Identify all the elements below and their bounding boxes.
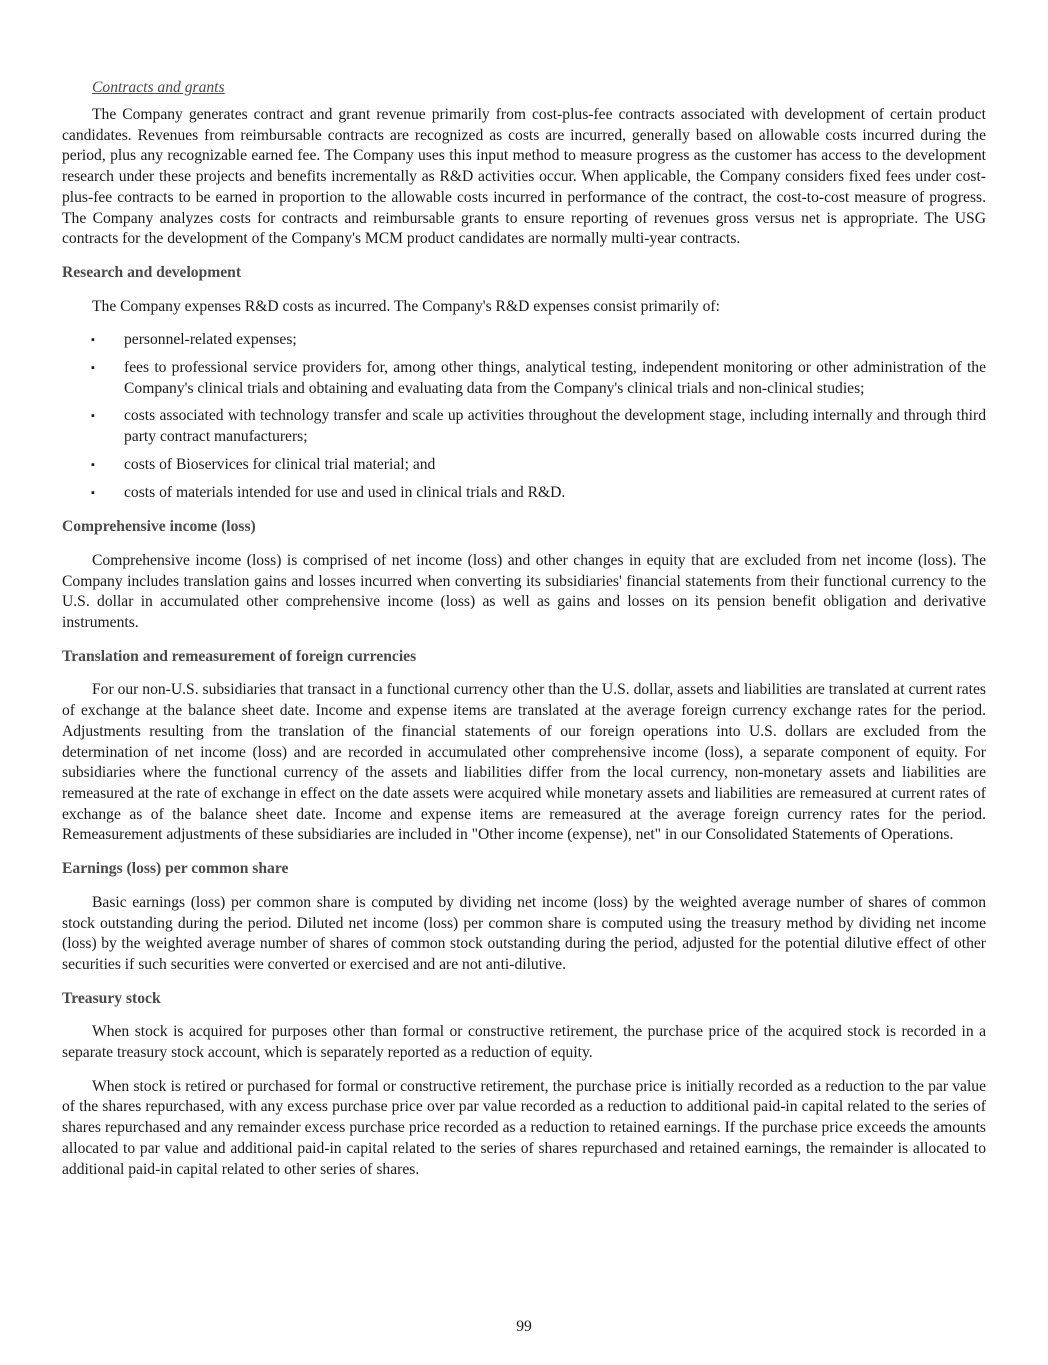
treasury-paragraph-2: When stock is retired or purchased for formal or constructive retirement, the purchase price is initially recorded as a reduction to the par value of the shares repurchased, with any excess purchase price over par value recorded as a reduction to additional paid-in capital related to the series of shares repurchased and any remainder excess purchase price recorded as a reduction to retained earnings. If the purchase price exceeds the amounts allocated to par value and additional paid-in capital related to the series of shares repurchased and retained earnings, the remainder is allocated to additional paid-in capital related to other series of shares. [62,1077,986,1178]
list-item [62,330,986,351]
research-heading: Research and development [62,263,242,281]
translation-heading: Translation and remeasurement of foreign currencies [62,647,417,665]
list-item-text: costs of materials intended for use and used in clinical trials and R&D. [124,483,566,501]
list-item-text: fees to professional service providers for, among other things, analytical testing, independent monitoring or other administration of the Company's clinical trials and obtaining and evaluating data from the Company's clinical trials and non-clinical studies; [124,359,986,397]
research-intro: The Company expenses R&D costs as incurred. The Company's R&D expenses consist primarily of: [92,297,720,315]
treasury-heading: Treasury stock [62,989,161,1007]
translation-paragraph: For our non-U.S. subsidiaries that transact in a functional currency other than the U.S. dollar, assets and liabilities are translated at current rates of exchange at the balance sheet date. Income and expense items are translated at the average foreign currency exchange rates for the period. Adjustments resulting from the translation of the financial statements of our foreign operations into U.S. dollars are excluded from the determination of net income (loss) and are recorded in accumulated other comprehensive income (loss), a separate component of equity. For subsidiaries where the functional currency of the assets and liabilities differ from the local currency, non-monetary assets and liabilities are remeasured at the rate of exchange in effect on the date assets were acquired while monetary assets and liabilities are remeasured at current rates of exchange as of the balance sheet date. Income and expense items are remeasured at the average foreign currency rates for the period. Remeasurement adjustments of these subsidiaries are included in "Other income (expense), net" in our Consolidated Statements of Operations. [62,681,986,844]
bullet-icon: ▪ [91,334,95,347]
list-item [62,483,986,504]
bullet-icon: ▪ [91,362,95,375]
treasury-paragraph-1: When stock is acquired for purposes other than formal or constructive retirement, the purchase price of the acquired stock is recorded in a separate treasury stock account, which is separately reported as a reduction of equity. [62,1023,986,1062]
list-item-text: costs of Bioservices for clinical trial material; and [124,455,436,473]
research-expense-list [62,330,986,503]
bullet-icon: ▪ [91,458,95,471]
list-item-text: personnel-related expenses; [124,331,297,349]
list-item [62,455,986,476]
list-item [62,406,986,447]
bullet-icon: ▪ [91,410,95,423]
bullet-icon: ▪ [91,486,95,499]
contracts-paragraph: The Company generates contract and grant revenue primarily from cost-plus-fee contracts associated with development of certain product candidates. Revenues from reimbursable contracts are recognized as costs are incurred, generally based on allowable costs incurred during the period, plus any recognizable earned fee. The Company uses this input method to measure progress as the customer has access to the development research under these projects and benefits incrementally as R&D activities occur. When applicable, the Company considers fixed fees under cost-plus-fee contracts to be earned in proportion to the allowable costs incurred in performance of the contract, the cost-to-cost measure of progress. The Company analyzes costs for contracts and reimbursable grants to ensure reporting of revenues gross versus net is appropriate. The USG contracts for the development of the Company's MCM product candidates are normally multi-year contracts. [62,106,986,248]
document-page [62,78,986,1180]
earnings-heading: Earnings (loss) per common share [62,860,289,878]
list-item [62,358,986,399]
comprehensive-paragraph: Comprehensive income (loss) is comprised of net income (loss) and other changes in equity that are excluded from net income (loss). The Company includes translation gains and losses incurred when converting its subsidiaries' financial statements from their functional currency to the U.S. dollar in accumulated other comprehensive income (loss) as well as gains and losses on its pension benefit obligation and derivative instruments. [62,551,986,632]
comprehensive-heading: Comprehensive income (loss) [62,518,256,536]
list-item-text: costs associated with technology transfer and scale up activities throughout the development stage, including internally and through third party contract manufacturers; [124,407,986,446]
earnings-paragraph: Basic earnings (loss) per common share is computed by dividing net income (loss) by the weighted average number of shares of common stock outstanding during the period. Diluted net income (loss) per common share is computed using the treasury method by dividing net income (loss) by the weighted average number of shares of common stock outstanding during the period, adjusted for the potential dilutive effect of other securities if such securities were converted or exercised and are not anti-dilutive. [62,893,986,973]
page-number: 99 [516,1318,532,1335]
contracts-heading: Contracts and grants [92,79,225,96]
